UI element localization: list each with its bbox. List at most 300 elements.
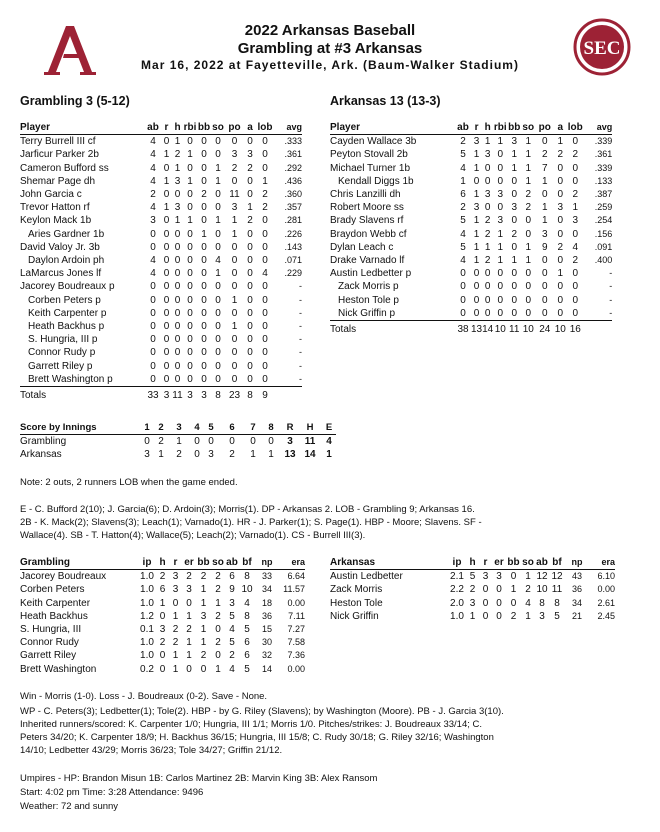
stat-cell: 0 xyxy=(150,281,156,293)
pitcher-row xyxy=(20,570,305,584)
stat-cell: 11 xyxy=(229,189,240,201)
pitcher-row xyxy=(20,597,305,610)
pitcher-row xyxy=(20,610,305,623)
stat-cell: 0 xyxy=(247,281,253,293)
batter-row xyxy=(330,254,612,267)
stat-cell: 2 xyxy=(215,571,221,583)
stat-cell: 0 xyxy=(231,268,238,280)
stat-cell: 2 xyxy=(159,637,166,649)
stat-cell: 0 xyxy=(215,624,221,636)
inning-cell: 3 xyxy=(287,436,293,448)
stat-cell: - xyxy=(299,347,302,358)
stat-cell: 12 xyxy=(551,571,563,583)
stat-cell: 1 xyxy=(187,175,193,187)
stat-cell: 3 xyxy=(150,215,156,227)
stat-cell: 0 xyxy=(187,281,193,293)
stat-cell: 2 xyxy=(150,189,156,201)
stat-cell: 1 xyxy=(201,228,207,240)
stat-cell: 1 xyxy=(473,189,480,201)
stat-cell: 1 xyxy=(163,202,170,214)
stat-cell: 0 xyxy=(231,241,238,253)
player-name: Kendall Diggs 1b xyxy=(338,175,414,187)
stat-cell: 0 xyxy=(511,189,518,201)
innings-label: Score by Innings xyxy=(20,421,140,435)
stat-cell: 7.58 xyxy=(287,637,305,648)
column-header: avg xyxy=(584,121,612,135)
stat-cell: 1 xyxy=(473,162,480,174)
stat-cell: 0 xyxy=(541,294,548,306)
total-cell xyxy=(274,387,302,403)
stat-cell: 1 xyxy=(200,597,207,609)
stat-cell: 3 xyxy=(473,136,480,148)
stat-cell: 0 xyxy=(215,189,221,201)
stat-cell: 2 xyxy=(469,584,476,596)
stat-cell: 3 xyxy=(484,189,491,201)
stat-cell: 2.1 xyxy=(450,571,464,583)
game-end-note: Note: 2 outs, 2 runners LOB when the game ended. xyxy=(20,477,238,488)
stat-cell: 5 xyxy=(244,624,250,636)
column-header: r xyxy=(169,556,182,570)
total-cell: 10 xyxy=(522,324,534,336)
total-cell: 3 xyxy=(201,390,207,402)
stat-cell: 0 xyxy=(511,215,518,227)
stat-cell: 1 xyxy=(525,241,532,253)
stat-cell: 0 xyxy=(187,347,193,359)
stat-cell: .292 xyxy=(284,162,302,173)
pitcher-row xyxy=(20,663,305,676)
stat-cell: 4 xyxy=(215,255,221,267)
stat-cell: 0.1 xyxy=(140,624,154,636)
stat-cell: 1 xyxy=(525,175,532,187)
report-title: 2022 Arkansas Baseball xyxy=(244,22,416,39)
stat-cell: 1 xyxy=(215,268,221,280)
stat-cell: 0 xyxy=(262,162,268,174)
stat-cell: 0 xyxy=(557,189,564,201)
stat-cell: - xyxy=(299,281,302,292)
stat-cell: 2 xyxy=(200,571,207,583)
stat-cell: 1 xyxy=(172,650,179,662)
stat-cell: 0 xyxy=(473,281,480,293)
batter-row xyxy=(20,135,302,149)
column-header: bb xyxy=(507,557,520,568)
total-cell: 11 xyxy=(509,324,520,336)
stat-cell: 3 xyxy=(557,202,564,214)
stat-cell: .361 xyxy=(284,149,302,160)
stat-cell: 1 xyxy=(557,268,564,280)
stat-cell: 2 xyxy=(484,228,491,240)
stat-cell: 1 xyxy=(163,149,170,161)
column-header: ip xyxy=(138,556,156,570)
stat-cell: 0.00 xyxy=(597,584,615,595)
stat-cell: 0 xyxy=(247,307,253,319)
stat-cell: - xyxy=(299,307,302,318)
stat-cell: 0 xyxy=(262,360,268,372)
inning-cell: 2 xyxy=(229,449,235,461)
stat-cell: 18 xyxy=(261,597,272,608)
stat-cell: 11.57 xyxy=(283,584,305,595)
stat-cell: 0 xyxy=(557,228,564,240)
stat-cell: .387 xyxy=(594,189,613,200)
column-header: ab xyxy=(145,121,161,135)
stat-cell: 0 xyxy=(215,360,221,372)
stat-cell: - xyxy=(609,281,613,292)
inning-header: 3 xyxy=(168,421,190,435)
stat-cell: 0 xyxy=(572,136,579,148)
column-header: so xyxy=(212,557,224,568)
stat-cell: 0 xyxy=(187,268,193,280)
column-header: era xyxy=(279,556,305,570)
stat-cell: 0 xyxy=(231,255,238,267)
stat-cell: 3 xyxy=(174,175,181,187)
stat-cell: 36 xyxy=(261,610,272,621)
stat-cell: 0 xyxy=(197,373,211,387)
total-cell: 23 xyxy=(228,390,241,402)
stat-cell: 0 xyxy=(187,228,193,240)
column-header: bb xyxy=(508,122,521,133)
player-name: Brady Slavens rf xyxy=(330,215,404,227)
inning-cell: 1 xyxy=(176,436,182,448)
inning-header: E xyxy=(322,421,336,435)
batter-row xyxy=(20,148,302,161)
stat-cell: .133 xyxy=(594,175,613,186)
stat-cell: 1 xyxy=(484,241,491,253)
batter-row xyxy=(330,201,612,214)
player-name: Garrett Riley p xyxy=(28,360,93,372)
pitcher-name: Zack Morris xyxy=(330,584,383,596)
stat-cell: 2 xyxy=(200,650,207,662)
stat-cell: 2.45 xyxy=(597,610,615,621)
stat-cell: 2 xyxy=(557,241,564,253)
stat-cell: 1 xyxy=(174,136,181,148)
inning-header: 2 xyxy=(154,421,168,435)
pitcher-row xyxy=(330,610,615,623)
stat-cell: 0 xyxy=(187,202,193,214)
stat-cell: 0 xyxy=(541,281,548,293)
inning-cell: 3 xyxy=(144,449,150,461)
stat-cell: 1 xyxy=(511,255,518,267)
stat-cell: 1.0 xyxy=(140,584,154,596)
stat-cell: 0 xyxy=(150,334,156,346)
stat-cell: - xyxy=(584,307,612,321)
stat-cell: 0 xyxy=(187,136,193,148)
batter-row xyxy=(20,346,302,359)
stat-cell: 3 xyxy=(572,215,579,227)
stat-cell: 0 xyxy=(471,307,482,321)
stat-cell: 2 xyxy=(541,149,548,161)
batter-row xyxy=(20,254,302,267)
inning-header: R xyxy=(282,421,298,435)
stat-cell: 2 xyxy=(510,610,517,622)
stat-cell: - xyxy=(299,334,302,345)
stat-cell: 0 xyxy=(484,281,491,293)
stat-cell: 43 xyxy=(571,571,582,582)
date-venue: Mar 16, 2022 at Fayetteville, Ark. (Baum-Walker Stadium) xyxy=(141,58,519,72)
stat-cell: 1.0 xyxy=(140,637,154,649)
total-cell: 33 xyxy=(147,390,159,402)
stat-cell: 0 xyxy=(201,241,207,253)
player-name: Zack Morris p xyxy=(338,281,399,293)
stat-cell: 0 xyxy=(187,255,193,267)
stat-cell: .259 xyxy=(594,202,613,213)
stat-cell: 0 xyxy=(511,268,518,280)
stat-cell: 1 xyxy=(187,215,193,227)
stat-cell: 0 xyxy=(262,347,268,359)
stat-cell: 1 xyxy=(572,202,579,214)
stat-cell: 0 xyxy=(247,334,253,346)
pitcher-name: Nick Griffin xyxy=(330,610,379,622)
stat-cell: 0 xyxy=(225,373,244,387)
stat-cell: 0 xyxy=(201,281,207,293)
visitor-pitching-table xyxy=(20,556,305,676)
player-name: Jacorey Boudreaux p xyxy=(20,281,115,293)
total-cell: 9 xyxy=(262,390,268,402)
stat-cell: 0 xyxy=(163,228,170,240)
summary-line-1: E - C. Bufford 2(10); J. Garcia(6); D. Ardoin(3); Morris(1). DP - Arkansas 2. LOB - Grambling 9; Arkansas 16. xyxy=(20,504,475,515)
stat-cell: 4 xyxy=(150,175,156,187)
stat-cell: 0 xyxy=(572,228,579,240)
stat-cell: 0 xyxy=(247,268,253,280)
stat-cell: 0 xyxy=(163,268,170,280)
stat-cell: 4 xyxy=(262,268,268,280)
totals-label: Totals xyxy=(20,390,47,402)
totals-row xyxy=(330,321,612,337)
stat-cell: 1 xyxy=(541,175,548,187)
batter-row xyxy=(20,294,302,307)
stat-cell: 0 xyxy=(215,202,221,214)
stat-cell: 0 xyxy=(174,360,181,372)
team-name: Grambling xyxy=(20,436,67,448)
stat-cell: 0 xyxy=(201,334,207,346)
stat-cell: .357 xyxy=(284,202,302,213)
pitcher-row xyxy=(330,570,615,584)
wp-line: WP - C. Peters(3); Ledbetter(1); Tole(2). HBP - by G. Riley (Slavens); by Washington (Moore). PB - J. Garcia 3(10). xyxy=(20,706,504,717)
summary-line-3: Wallace(4). SB - T. Hatton(4); Wallace(5); Leach(2); Varnado(1). CS - Burrell III(3). xyxy=(20,530,366,541)
stat-cell: 3 xyxy=(484,149,491,161)
stat-cell: 2 xyxy=(525,584,531,596)
stat-cell: 3 xyxy=(159,624,166,636)
column-header: h xyxy=(172,121,183,135)
stat-cell: 0 xyxy=(566,307,584,321)
column-header: bb xyxy=(197,122,211,133)
inning-cell: 2 xyxy=(158,436,164,448)
stat-cell: 0 xyxy=(484,294,491,306)
stat-cell: 1 xyxy=(525,255,532,267)
stat-cell: 0 xyxy=(541,268,548,280)
batter-row xyxy=(20,280,302,293)
stat-cell: 0 xyxy=(247,255,253,267)
stat-cell: 0 xyxy=(557,175,564,187)
stat-cell: 0 xyxy=(247,136,253,148)
stat-cell: 8 xyxy=(554,597,560,609)
stat-cell: 1 xyxy=(231,215,238,227)
player-name: David Valoy Jr. 3b xyxy=(20,241,100,253)
stat-cell: 0 xyxy=(150,294,156,306)
stat-cell: 0 xyxy=(215,294,221,306)
column-header: a xyxy=(554,121,566,135)
stat-cell: 1 xyxy=(473,215,480,227)
stat-cell: 0 xyxy=(163,294,170,306)
player-name: Braydon Webb cf xyxy=(330,228,407,240)
stat-cell: 0 xyxy=(187,360,193,372)
inning-cell: 0 xyxy=(268,436,274,448)
batter-row xyxy=(20,320,302,333)
stat-cell: 0 xyxy=(247,347,253,359)
stat-cell: 0 xyxy=(174,347,181,359)
stat-cell: 0 xyxy=(557,255,564,267)
score-by-innings xyxy=(20,421,336,462)
column-header: h xyxy=(482,121,493,135)
column-header: po xyxy=(225,121,244,135)
stat-cell: 0 xyxy=(174,241,181,253)
stat-cell: 0 xyxy=(460,294,466,306)
stat-cell: 10 xyxy=(536,584,548,596)
inning-cell: 13 xyxy=(284,449,296,461)
column-header: a xyxy=(244,121,256,135)
stat-cell: 0 xyxy=(460,268,466,280)
stat-cell: 5 xyxy=(229,610,235,622)
stat-cell: 0 xyxy=(231,360,238,372)
stat-cell: 0 xyxy=(174,255,181,267)
inning-cell: 14 xyxy=(304,449,316,461)
stat-cell: .091 xyxy=(594,241,613,252)
batter-row xyxy=(330,307,612,321)
inning-cell: 1 xyxy=(158,449,164,461)
player-name: Austin Ledbetter p xyxy=(330,268,412,280)
stat-cell: 0 xyxy=(541,255,548,267)
stat-cell: 1 xyxy=(247,202,253,214)
total-cell: 24 xyxy=(539,324,551,336)
stat-cell: 1 xyxy=(497,136,504,148)
stat-cell: 0 xyxy=(201,294,207,306)
stat-cell: 0 xyxy=(497,281,504,293)
stat-cell: 7.27 xyxy=(287,624,305,635)
player-name: Aries Gardner 1b xyxy=(28,228,105,240)
stat-cell: 4 xyxy=(150,162,156,174)
stat-cell: 2 xyxy=(172,624,179,636)
innings-row xyxy=(20,448,336,461)
stat-cell: 0 xyxy=(473,294,480,306)
stat-cell: .360 xyxy=(284,189,302,200)
batter-row xyxy=(20,267,302,280)
stat-cell: 0 xyxy=(201,136,207,148)
stat-cell: 34 xyxy=(571,597,582,608)
player-name: Heston Tole p xyxy=(338,294,399,306)
stat-cell: 0 xyxy=(174,228,181,240)
stat-cell: 0 xyxy=(557,162,564,174)
stat-cell: 0 xyxy=(174,281,181,293)
player-name: S. Hungria, III p xyxy=(28,334,98,346)
stat-cell: 15 xyxy=(261,624,272,635)
stat-cell: 0 xyxy=(172,597,179,609)
stat-cell: 1 xyxy=(262,175,268,187)
pitcher-row xyxy=(20,649,305,662)
stat-cell: 0 xyxy=(231,307,238,319)
stat-cell: 1 xyxy=(215,215,221,227)
inning-header: 6 xyxy=(218,421,246,435)
team-name: Arkansas xyxy=(20,449,62,461)
stat-cell: 0 xyxy=(262,334,268,346)
player-name: Drake Varnado lf xyxy=(330,255,405,267)
stat-cell: 0 xyxy=(231,136,238,148)
stat-cell: 7.11 xyxy=(288,610,305,621)
stat-cell: 2.61 xyxy=(597,597,615,608)
stat-cell: 0 xyxy=(511,294,518,306)
inning-header: 4 xyxy=(190,421,204,435)
stat-cell: 3 xyxy=(482,571,489,583)
stat-cell: 0 xyxy=(201,268,207,280)
stat-cell: 0 xyxy=(557,294,564,306)
batter-row xyxy=(330,214,612,227)
stat-cell: 0 xyxy=(163,241,170,253)
stat-cell: 1 xyxy=(187,149,193,161)
stat-cell: 11 xyxy=(551,584,563,596)
batter-row xyxy=(20,241,302,254)
stat-cell: 0 xyxy=(201,162,207,174)
player-name: John Garcia c xyxy=(20,189,82,201)
inherited-line-1: Inherited runners/scored: K. Carpenter 1/0; Hungria, III 1/1; Morris 1/0. Pitches/strikes: J. Boudreaux 33/14; C. xyxy=(20,719,483,730)
stat-cell: 1 xyxy=(215,162,221,174)
stat-cell: 1 xyxy=(473,228,480,240)
stat-cell: 2 xyxy=(262,202,268,214)
inning-cell: 1 xyxy=(268,449,274,461)
stat-cell: 1 xyxy=(215,663,221,675)
column-header: er xyxy=(492,556,506,570)
stat-cell: 3 xyxy=(174,202,181,214)
stat-cell: 30 xyxy=(261,637,272,648)
stat-cell: 1.0 xyxy=(140,597,154,609)
stat-cell: 1 xyxy=(541,215,548,227)
batter-row xyxy=(20,188,302,201)
pitcher-name: Brett Washington xyxy=(20,663,97,675)
stat-cell: 0 xyxy=(482,584,489,596)
stat-cell: 9 xyxy=(229,584,235,596)
column-header: po xyxy=(535,121,554,135)
batter-row xyxy=(20,333,302,346)
stat-cell: 0 xyxy=(557,281,564,293)
total-cell: 8 xyxy=(215,390,221,402)
player-name: Dylan Leach c xyxy=(330,241,394,253)
stat-cell: 3 xyxy=(496,571,502,583)
batter-row xyxy=(20,307,302,320)
batter-row xyxy=(20,360,302,373)
stat-cell: 6 xyxy=(460,189,466,201)
pitcher-name: Connor Rudy xyxy=(20,637,79,649)
inning-cell: 1 xyxy=(326,449,332,461)
start-time: Start: 4:02 pm Time: 3:28 Attendance: 9496 xyxy=(20,787,204,798)
pitcher-row xyxy=(20,636,305,649)
stat-cell: 4 xyxy=(150,202,156,214)
stat-cell: 0 xyxy=(511,281,518,293)
inning-cell: 0 xyxy=(250,436,256,448)
stat-cell: 0 xyxy=(511,175,518,187)
stat-cell: 0 xyxy=(484,175,491,187)
stat-cell: 0 xyxy=(497,294,504,306)
column-header: ip xyxy=(448,556,466,570)
stat-cell: 1 xyxy=(497,228,504,240)
stat-cell: 0 xyxy=(150,347,156,359)
stat-cell: 0 xyxy=(163,136,170,148)
stat-cell: 0 xyxy=(482,610,489,622)
inning-cell: 0 xyxy=(194,449,200,461)
stat-cell: 1.0 xyxy=(450,610,464,622)
total-cell: 14 xyxy=(482,324,494,336)
pitching-team-heading: Grambling xyxy=(20,556,138,570)
stat-cell: 1 xyxy=(163,175,170,187)
stat-cell: 6 xyxy=(159,584,166,596)
stat-cell: 3 xyxy=(497,189,504,201)
stat-cell: 4 xyxy=(150,268,156,280)
stat-cell: 0 xyxy=(455,307,471,321)
